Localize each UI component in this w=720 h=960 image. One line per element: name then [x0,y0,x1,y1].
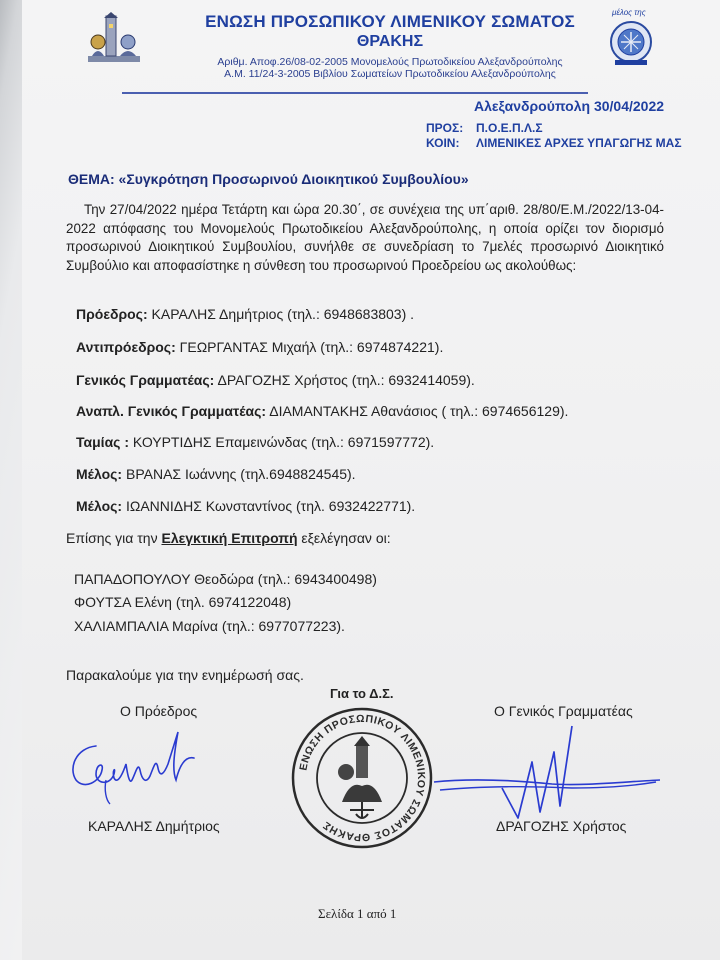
president-signature-icon [66,724,201,806]
federation-logo-icon [605,18,657,68]
control-member: ΧΑΛΙΑΜΠΑΛΙΑ Μαρίνα (τηλ.: 6977077223). [74,618,345,634]
board-member-row [76,498,415,514]
union-seal-icon [290,706,434,850]
cc-value: ΛΙΜΕΝΙΚΕΣ ΑΡΧΕΣ ΥΠΑΓΩΓΗΣ ΜΑΣ [476,136,682,150]
board-member-details: ΒΡΑΝΑΣ Ιωάννης (τηλ.6948824545). [122,466,356,482]
member-of-label: μέλος της [612,8,646,17]
to-label: ΠΡΟΣ: [426,121,464,135]
control-prefix: Επίσης για την [66,530,162,546]
for-board-label: Για το Δ.Σ. [330,686,394,701]
union-logo-icon [86,12,142,64]
board-member-row [76,466,356,482]
board-member-row [76,306,414,322]
board-member-row [76,372,475,388]
board-member-details: ΚΟΥΡΤΙΔΗΣ Επαμεινώνδας (τηλ.: 6971597772). [129,434,435,450]
closing-line: Παρακαλούμε για την ενημέρωσή σας. [66,667,304,683]
control-member: ΦΟΥΤΣΑ Ελένη (τηλ. 6974122048) [74,594,292,610]
control-member: ΠΑΠΑΔΟΠΟΥΛΟΥ Θεοδώρα (τηλ.: 6943400498) [74,571,377,587]
board-role: Αναπλ. Γενικός Γραμματέας: [76,403,267,419]
board-role: Μέλος: [76,466,123,482]
secretary-signature-icon [432,722,662,822]
board-role: Γενικός Γραμματέας: [76,372,215,388]
board-role: Ταμίας : [76,434,130,450]
org-title: ΕΝΩΣΗ ΠΡΟΣΩΠΙΚΟΥ ΛΙΜΕΝΙΚΟΥ ΣΩΜΑΤΟΣ [205,12,575,31]
board-member-details: ΔΙΑΜΑΝΤΑΚΗΣ Αθανάσιος ( τηλ.: 6974656129). [266,403,569,419]
president-title: Ο Πρόεδρος [120,703,198,719]
board-member-details: ΓΕΩΡΓΑΝΤΑΣ Μιχαήλ (τηλ.: 6974874221). [175,339,444,355]
subject-line: ΘΕΜΑ: «Συγκρότηση Προσωρινού Διοικητικού Συμβουλίου» [68,171,469,187]
board-role: Αντιπρόεδρος: [76,339,176,355]
president-name: ΚΑΡΑΛΗΣ Δημήτριος [88,818,220,834]
place-date: Αλεξανδρούπολη 30/04/2022 [474,98,665,114]
header-divider [122,92,588,94]
board-member-details: ΔΡΑΓΟΖΗΣ Χρήστος (τηλ.: 6932414059). [214,372,475,388]
board-role: Μέλος: [76,498,123,514]
cc-label: ΚΟΙΝ: [426,136,460,150]
to-value: Π.Ο.Ε.Π.Λ.Σ [476,121,543,135]
control-committee-name: Ελεγκτική Επιτροπή [161,530,298,546]
board-member-row [76,339,443,355]
org-region: ΘΡΑΚΗΣ [356,33,424,50]
registration-line-2: Α.Μ. 11/24-3-2005 Βιβλίου Σωματείων Πρωτοδικείου Αλεξανδρούπολης [224,68,556,80]
registration-line-1: Αριθμ. Αποφ.26/08-02-2005 Μονομελούς Πρωτοδικείου Αλεξανδρούπολης [217,56,563,68]
secretary-title: Ο Γενικός Γραμματέας [494,703,633,719]
board-member-details: ΙΩΑΝΝΙΔΗΣ Κωνσταντίνος (τηλ. 6932422771). [122,498,416,514]
board-member-row [76,403,568,419]
page-footer: Σελίδα 1 από 1 [318,906,397,921]
control-suffix: εξελέγησαν οι: [297,530,391,546]
control-committee-intro [66,530,391,546]
seal-text: ΕΝΩΣΗ ΠΡΟΣΩΠΙΚΟΥ ΛΙΜΕΝΙΚΟΥ ΣΩΜΑΤΟΣ ΘΡΑΚΗΣ [297,712,428,844]
board-member-row [76,434,434,450]
board-role: Πρόεδρος: [76,306,148,322]
board-member-details: ΚΑΡΑΛΗΣ Δημήτριος (τηλ.: 6948683803) . [147,306,415,322]
secretary-name: ΔΡΑΓΟΖΗΣ Χρήστος [496,818,627,834]
intro-paragraph: Την 27/04/2022 ημέρα Τετάρτη και ώρα 20.30΄, σε συνέχεια της υπ΄αριθ. 28/80/Ε.Μ./2022/13-04-2022 απόφασης του Μονομελούς Πρωτοδικείου Αλεξανδρούπολης, η οποία ορίζει τον διορισμό προσωρινού Διοικητικού Συμβουλίου, συνήλθε σε συνεδρίαση το 7μελές προσωρινό Διοικητικό Συμβούλιο και αποφασίστηκε η σύνθεση του προσωρινού Προεδρείου ως ακολούθως: [66,202,664,273]
